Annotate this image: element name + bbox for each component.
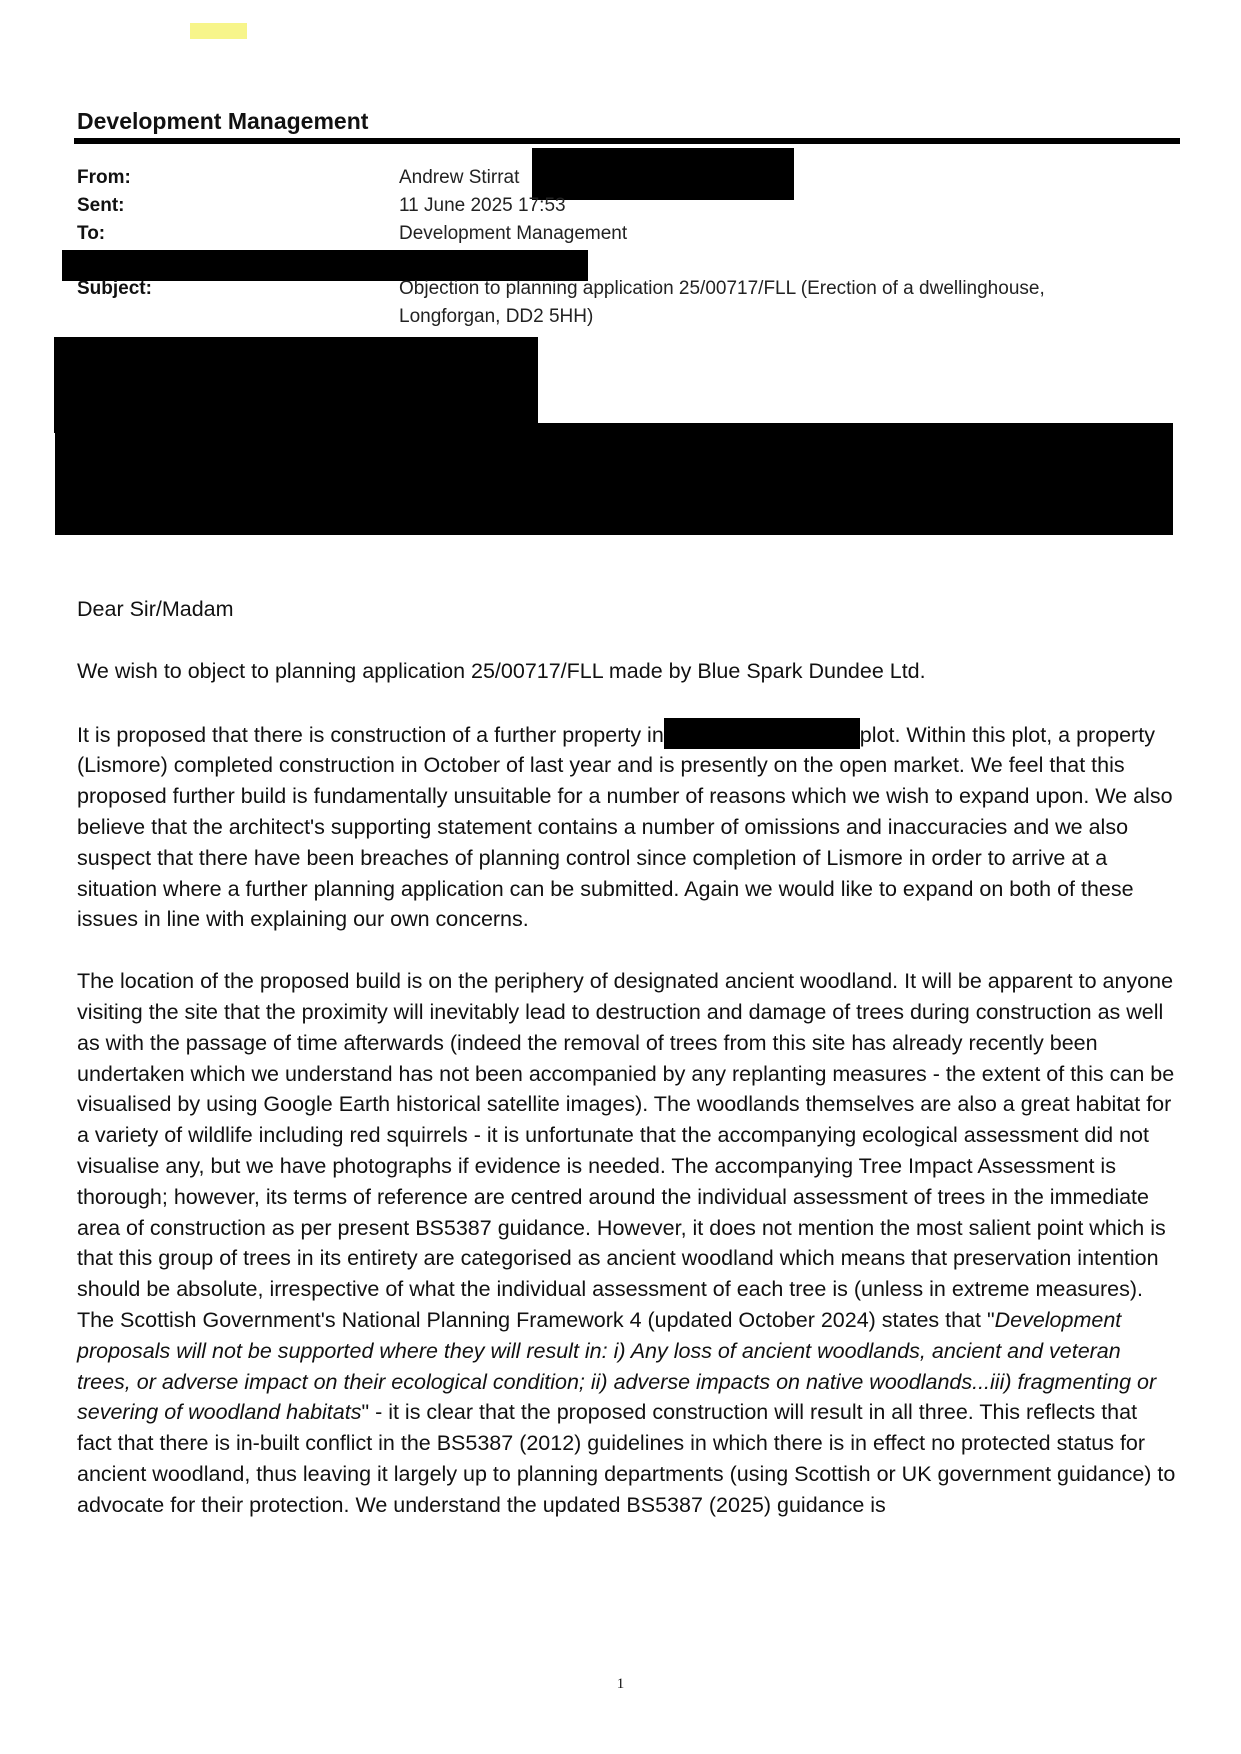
paragraph-2-start: It is proposed that there is construction of a further property in xyxy=(77,722,664,747)
npf4-quote: Development proposals will not be supported where they will result in: i) Any loss of ancient woodlands, ancient and veteran trees, or adverse impact on their ecological condition; ii) adverse impacts on native woodlands...iii) fragmenting or severing of woodland habitats xyxy=(77,1307,1157,1425)
salutation: Dear Sir/Madam xyxy=(77,597,234,621)
paragraph-1: We wish to object to planning application 25/00717/FLL made by Blue Spark Dundee Ltd. xyxy=(77,658,926,683)
paragraph-2 xyxy=(77,718,1177,936)
to-label: To: xyxy=(77,223,106,244)
subject-value-line1: Objection to planning application 25/00717/FLL (Erection of a dwellinghouse, xyxy=(399,278,1045,299)
page-title: Development Management xyxy=(77,108,369,134)
heading-divider xyxy=(74,138,1180,144)
yellow-highlight-mark xyxy=(190,23,247,39)
paragraph-2-rest: plot. Within this plot, a property (Lismore) completed construction in October of last year and is presently on the open market. We feel that this proposed further build is fundamentally unsuitable for a number of reasons which we wish to expand upon. We also believe that the architect's supporting statement contains a number of omissions and inaccuracies and we also suspect that there have been breaches of planning control since completion of Lismore in order to arrive at a situation where a further planning application can be submitted. Again we would like to expand on both of these issues in line with explaining our own concerns. xyxy=(77,722,1173,932)
paragraph-3-rest: " - it is clear that the proposed construction will result in all three. This reflects that fact that there is in-built conflict in the BS5387 (2012) guidelines in which there is in effect no protected status for ancient woodland, thus leaving it largely up to planning departments (using Scottish or UK government guidance) to advocate for their protection. We understand the updated BS5387 (2025) guidance is xyxy=(77,1400,1176,1517)
subject-value-line2: Longforgan, DD2 5HH) xyxy=(399,306,594,327)
redaction-inline-address xyxy=(664,718,860,749)
redaction-from-email xyxy=(532,148,794,200)
paragraph-3 xyxy=(77,966,1177,1520)
sent-value: 11 June 2025 17:53 xyxy=(399,195,566,216)
redaction-block-upper xyxy=(54,337,538,433)
to-value: Development Management xyxy=(399,223,628,244)
paragraph-3-start: The location of the proposed build is on the periphery of designated ancient woodland. It will be apparent to anyone visiting the site that the proximity will inevitably lead to destruction and damage of trees during construction as well as with the passage of time afterwards (indeed the removal of trees from this site has already recently been undertaken which we understand has not been accompanied by any replanting measures - the extent of this can be visualised by using Google Earth historical satellite images). The woodlands themselves are also a great habitat for a variety of wildlife including red squirrels - it is unfortunate that the accompanying ecological assessment did not visualise any, but we have photographs if evidence is needed. The accompanying Tree Impact Assessment is thorough; however, its terms of reference are centred around the individual assessment of trees in the immediate area of construction as per present BS5387 guidance. However, it does not mention the most salient point which is that this group of trees in its entirety are categorised as ancient woodland which means that preservation intention should be absolute, irrespective of what the individual assessment of each tree is (unless in extreme measures). The Scottish Government's National Planning Framework 4 (updated October 2024) states that " xyxy=(77,969,1175,1332)
redaction-block-lower xyxy=(55,423,1173,535)
letter-body xyxy=(77,594,1177,1521)
page-number: 1 xyxy=(616,1676,625,1692)
sent-label: Sent: xyxy=(77,195,125,216)
subject-label: Subject: xyxy=(77,278,152,299)
from-label: From: xyxy=(77,167,131,188)
from-value: Andrew Stirrat xyxy=(399,167,520,188)
